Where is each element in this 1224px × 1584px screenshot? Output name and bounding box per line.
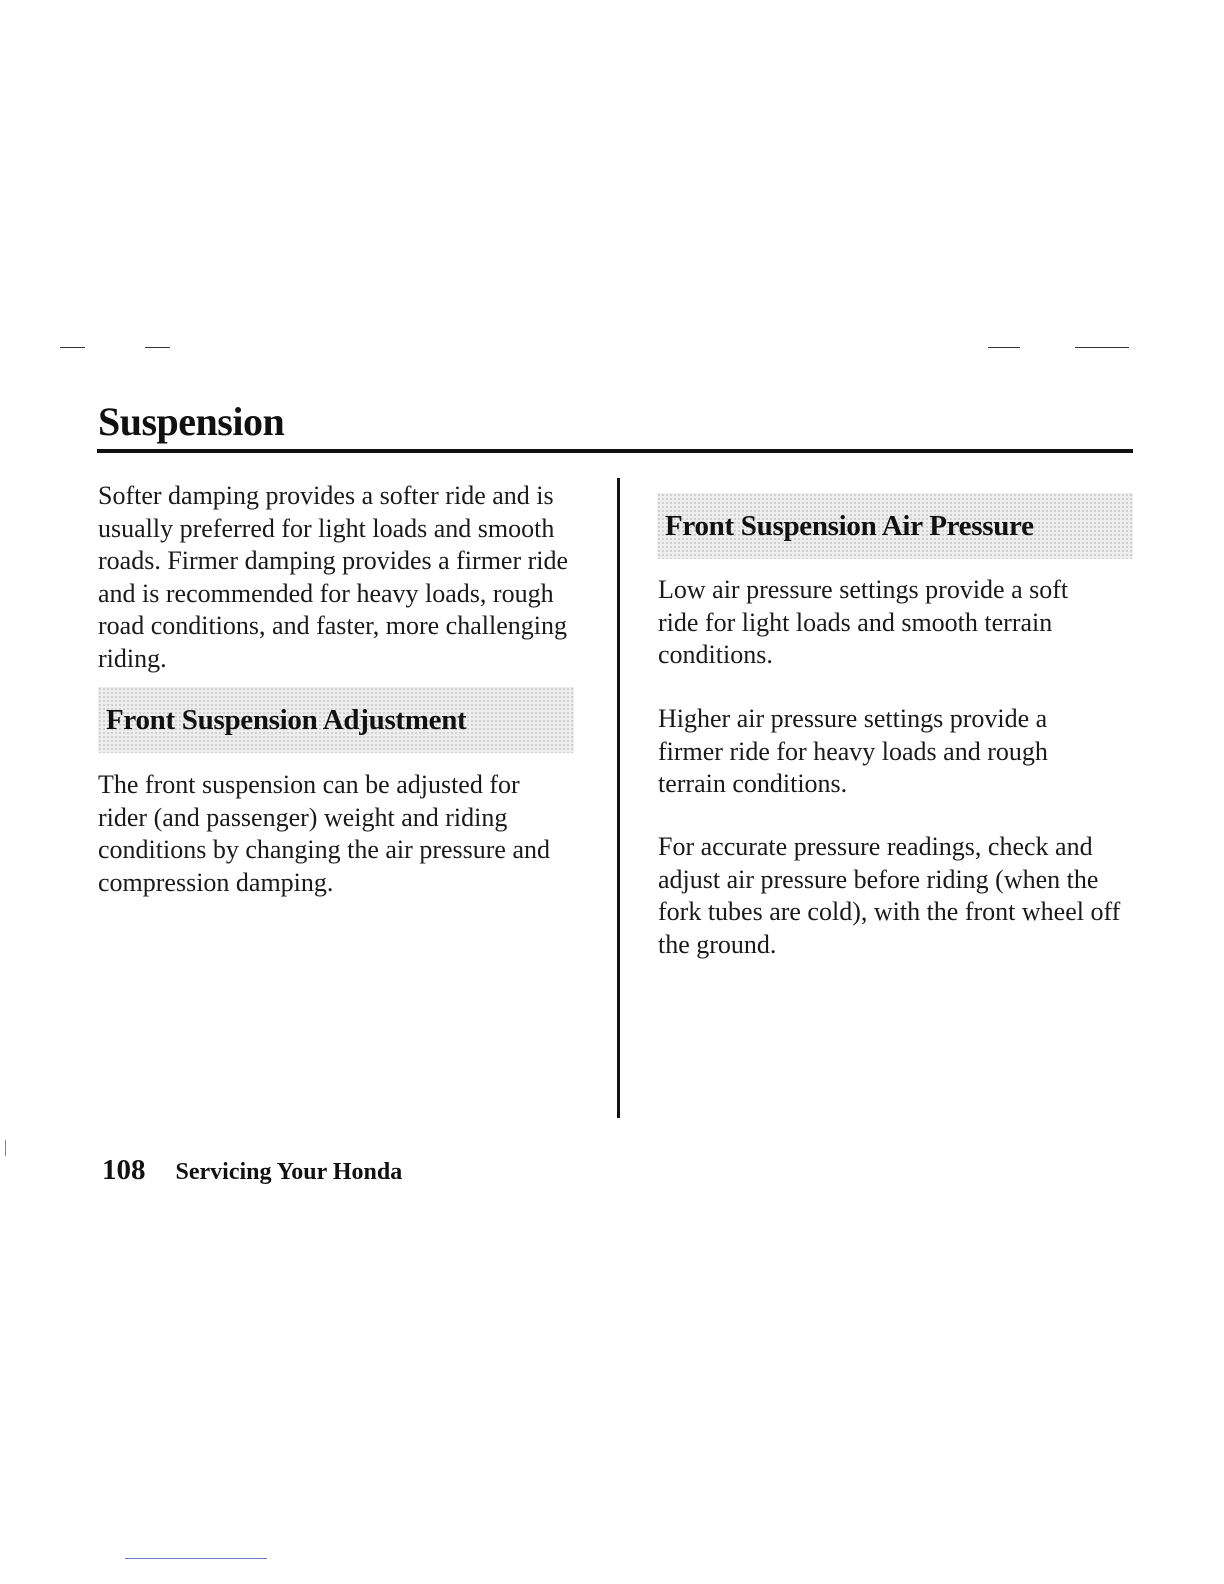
crop-mark-top-left-2: [145, 347, 170, 348]
air-pressure-paragraph-2: Higher air pressure settings provide a firmer ride for heavy loads and rough terrain conditions.: [658, 704, 1048, 798]
subheading-front-suspension-air-pressure: [657, 493, 1133, 559]
intro-paragraph: Softer damping provides a softer ride and is usually preferred for light loads and smooth roads. Firmer damping provides a firmer ride and is recommended for heavy loads, rough road conditions, and faster, more challenging riding.: [98, 481, 569, 673]
margin-tick: [5, 1140, 6, 1156]
bottom-rule: [125, 1558, 267, 1559]
column-divider: [617, 478, 620, 1118]
air-pressure-paragraph-1: Low air pressure settings provide a soft ride for light loads and smooth terrain conditions.: [658, 575, 1069, 669]
subheading-text: Front Suspension Air Pressure: [665, 509, 1034, 542]
air-pressure-paragraph-3: For accurate pressure readings, check and adjust air pressure before riding (when the fork tubes are cold), with the front wheel off the ground.: [658, 832, 1121, 959]
footer-section-title: Servicing Your Honda: [175, 1159, 403, 1185]
page-footer: [102, 1154, 402, 1187]
title-rule: [97, 449, 1133, 453]
crop-mark-top-left-1: [60, 347, 85, 348]
adjustment-paragraph: The front suspension can be adjusted for rider (and passenger) weight and riding conditions by changing the air pressure and compression damping.: [98, 770, 550, 897]
subheading-text: Front Suspension Adjustment: [106, 703, 467, 736]
page-title: Suspension: [98, 399, 285, 444]
crop-mark-top-right-1: [988, 347, 1020, 348]
subheading-front-suspension-adjustment: [98, 687, 574, 753]
crop-mark-top-right-2: [1075, 347, 1129, 348]
page-number: 108: [102, 1154, 146, 1186]
